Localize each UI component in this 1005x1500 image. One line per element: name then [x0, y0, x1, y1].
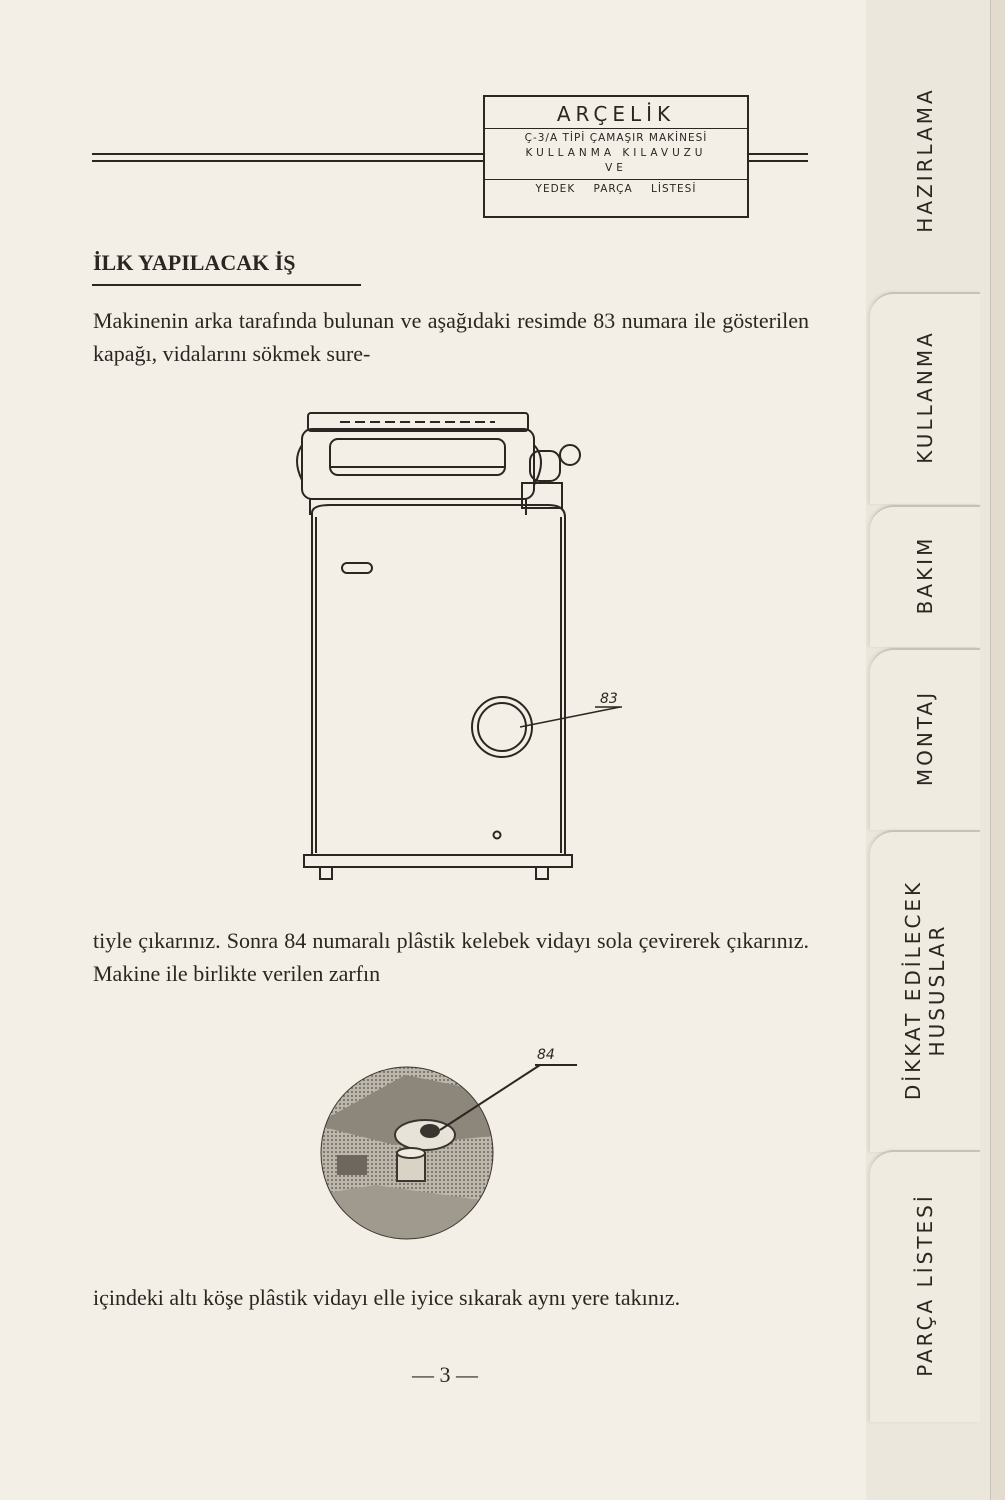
parts-line: YEDEK PARÇA LİSTESİ [535, 183, 697, 195]
heading-underline [92, 284, 361, 286]
callout-84: 84 [537, 1047, 555, 1063]
screw-detail-photo [315, 1035, 595, 1245]
tab-label: PARÇA LİSTESİ [913, 1193, 937, 1377]
washing-machine-illustration [290, 405, 640, 895]
header-rule-right-2 [749, 160, 808, 162]
tab-label: BAKIM [913, 535, 937, 615]
tab-label: DİKKAT EDİLECEK HUSUSLAR [901, 879, 949, 1101]
brand-name: ARÇELİK [556, 102, 676, 126]
tab-parca-listesi[interactable] [870, 1150, 980, 1420]
paragraph-1: Makinenin arka tarafında bulunan ve aşağıdaki resimde 83 numara ile gösterilen kapağı, vidalarını sökmek sure- [93, 308, 809, 366]
model-line: Ç-3/A TİPİ ÇAMAŞIR MAKİNESİ [524, 132, 708, 144]
conjunction-line: VE [605, 162, 627, 174]
callout-83: 83 [600, 691, 618, 707]
tab-dikkat-edilecek-hususlar[interactable] [870, 830, 980, 1150]
header-rule-right [749, 153, 808, 155]
header-rule-left [92, 153, 483, 155]
tab-label: MONTAJ [913, 689, 937, 787]
tab-kullanma[interactable] [870, 292, 980, 502]
tab-bakim[interactable] [870, 505, 980, 645]
tab-hazirlama[interactable] [870, 30, 980, 290]
paragraph-2: tiyle çıkarınız. Sonra 84 numaralı plâstik kelebek vidayı sola çevirerek çıkarınız. Makine ile birlikte verilen zarfın [93, 928, 809, 986]
page-number: — 3 — [412, 1362, 478, 1387]
binding-edge [990, 0, 1005, 1500]
title-box [483, 95, 749, 218]
tab-label: KULLANMA [913, 330, 937, 464]
tab-montaj[interactable] [870, 648, 980, 828]
paragraph-3: içindeki altı köşe plâstik vidayı elle iyice sıkarak aynı yere takınız. [93, 1285, 681, 1310]
tab-label: HAZIRLAMA [913, 87, 937, 233]
header-rule-left-2 [92, 160, 483, 162]
section-heading: İLK YAPILACAK İŞ [93, 250, 296, 275]
manual-line: KULLANMA KILAVUZU [525, 147, 707, 159]
